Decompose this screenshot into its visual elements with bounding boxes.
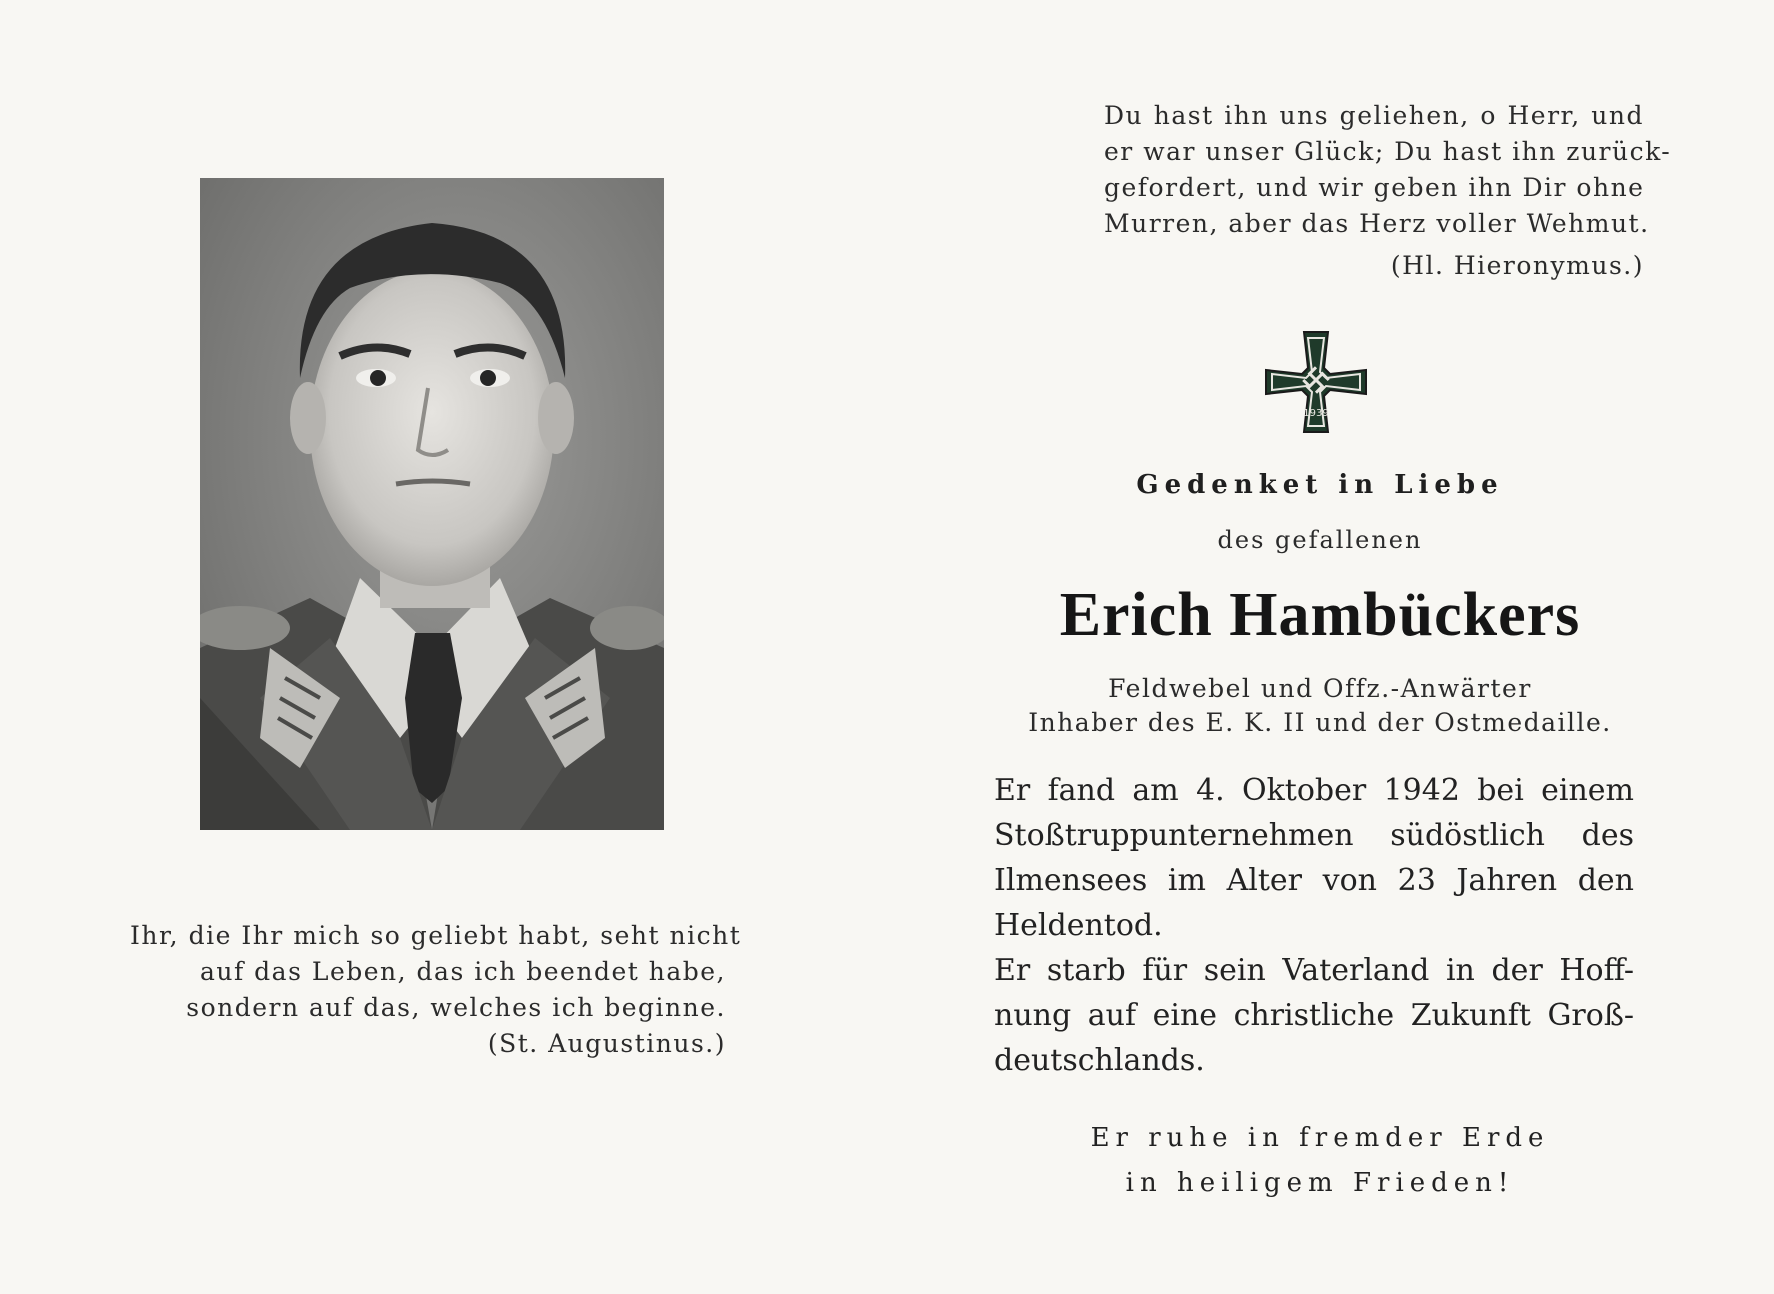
- right-verse-line: er war unser Glück; Du hast ihn zurück-: [1104, 137, 1672, 166]
- rank-line: Feldwebel und Offz.-Anwärter: [1108, 674, 1532, 703]
- bio-line: Er starb für sein Vaterland in der Hoff-: [994, 953, 1634, 988]
- bio-line: deutschlands.: [994, 1043, 1205, 1078]
- left-verse-line: sondern auf das, welches ich beginne.: [186, 993, 726, 1022]
- memorial-subheading: des gefallenen: [1217, 526, 1423, 554]
- closing-line: in heiligem Frieden!: [1125, 1168, 1515, 1198]
- portrait-photo: [200, 178, 664, 830]
- closing-prayer: [1060, 1116, 1580, 1206]
- iron-cross-icon: [1264, 330, 1368, 434]
- bio-line: nung auf eine christliche Zukunft Groß-: [994, 998, 1634, 1033]
- left-verse-source: (St. Augustinus.): [487, 1029, 726, 1058]
- biography: [994, 768, 1634, 1083]
- bio-line: Ilmensees im Alter von 23 Jahren den: [994, 863, 1634, 898]
- rank-line: Inhaber des E. K. II und der Ostmedaille.: [1028, 708, 1612, 737]
- left-verse-line: auf das Leben, das ich beendet habe,: [199, 957, 726, 986]
- right-verse-source: (Hl. Hieronymus.): [1390, 251, 1644, 280]
- right-verse-line: Du hast ihn uns geliehen, o Herr, und: [1104, 101, 1644, 130]
- left-verse-line: Ihr, die Ihr mich so geliebt habt, seht nicht: [130, 921, 742, 950]
- left-verse: [130, 918, 742, 1062]
- bio-line: Heldentod.: [994, 908, 1163, 943]
- portrait-illustration: [200, 178, 664, 830]
- memorial-heading: Gedenket in Liebe: [1136, 470, 1504, 500]
- deceased-name: Erich Hambückers: [1059, 581, 1581, 649]
- rank-block: [1020, 672, 1620, 740]
- right-verse-line: gefordert, und wir geben ihn Dir ohne: [1104, 173, 1645, 202]
- cross-year: 1939: [1303, 408, 1329, 419]
- closing-line: Er ruhe in fremder Erde: [1090, 1123, 1550, 1153]
- right-verse: [1104, 98, 1672, 284]
- bio-line: Er fand am 4. Oktober 1942 bei einem: [994, 773, 1634, 808]
- bio-line: Stoßtruppunternehmen südöstlich des: [994, 818, 1634, 853]
- right-verse-line: Murren, aber das Herz voller Wehmut.: [1104, 209, 1650, 238]
